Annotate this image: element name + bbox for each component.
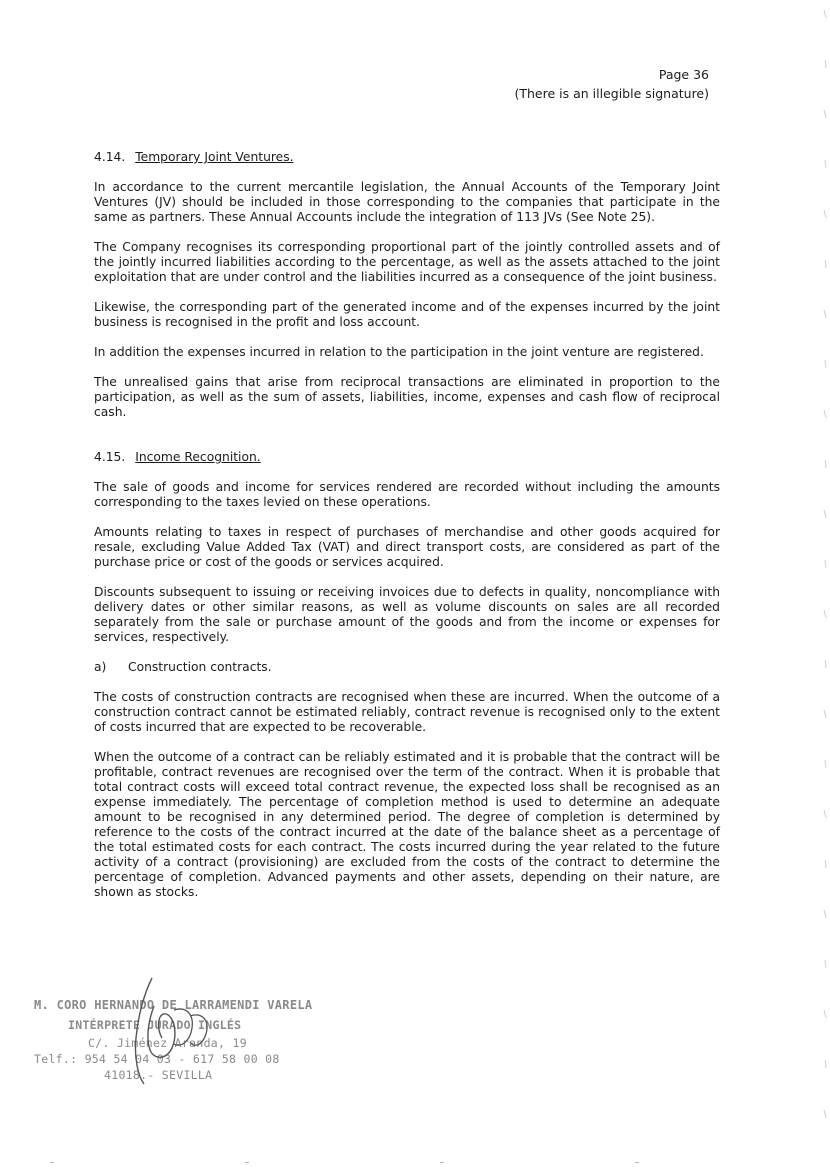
scan-bottom-artifacts — [0, 1160, 830, 1166]
stamp-name: M. CORO HERNANDO DE LARRAMENDI VARELA — [34, 998, 313, 1012]
paragraph: The costs of construction contracts are recognised when these are incurred. When the outcome of a construction contract cannot be estimated reliably, contract revenue is recognised only to the extent of costs incurred that are expected to be recoverable. — [94, 690, 720, 734]
stamp-city: 41018.- SEVILLA — [104, 1068, 213, 1082]
paragraph: The Company recognises its corresponding proportional part of the jointly controlled assets and of the jointly incurred liabilities according to the percentage, as well as the assets attached to the joint exploitation that are under control and the liabilities incurred as a consequence of the joint business. — [94, 240, 720, 284]
subsection-letter: a) — [94, 660, 107, 674]
paragraph: In addition the expenses incurred in relation to the participation in the joint venture are registered. — [94, 345, 704, 359]
page-number: Page 36 — [658, 67, 709, 82]
signature-note: (There is an illegible signature) — [514, 86, 709, 101]
section-heading-4-15 — [94, 450, 720, 465]
section-title: Temporary Joint Ventures. — [135, 150, 294, 164]
subsection-heading-a — [94, 660, 720, 675]
stamp-role: INTÉRPRETE JURADO INGLÉS — [68, 1018, 242, 1032]
paragraph: Likewise, the corresponding part of the generated income and of the expenses incurred by the joint business is recognised in the profit and loss account. — [94, 300, 720, 329]
translator-stamp — [34, 998, 313, 1088]
subsection-title: Construction contracts. — [128, 660, 272, 674]
page-header — [514, 65, 709, 103]
section-heading-4-14 — [94, 150, 720, 165]
paragraph: Amounts relating to taxes in respect of purchases of merchandise and other goods acquired for resale, excluding Value Added Tax (VAT) and direct transport costs, are considered as part of the purchase price or cost of the goods or services acquired. — [94, 525, 720, 569]
paragraph: Discounts subsequent to issuing or receiving invoices due to defects in quality, noncompliance with delivery dates or other similar reasons, as well as volume discounts on sales are all recorded separately from the sale or purchase amount of the goods and from the income or expenses for services, respectively. — [94, 585, 720, 644]
handwritten-signature — [94, 976, 234, 1086]
paragraph: The sale of goods and income for services rendered are recorded without including the amounts corresponding to the taxes levied on these operations. — [94, 480, 720, 509]
scan-edge-artifacts — [816, 0, 830, 1170]
paragraph: When the outcome of a contract can be reliably estimated and it is probable that the contract will be profitable, contract revenues are recognised over the term of the contract. When it is probable that total contract costs will exceed total contract revenue, the expected loss shall be recognised as an expense immediately. The percentage of completion method is used to determine an adequate amount to be recognised in any determined period. The degree of completion is determined by reference to the costs of the contract incurred at the date of the balance sheet as a percentage of the total estimated costs for each contract. The costs incurred during the year related to the future activity of a contract (provisioning) are excluded from the costs of the contract to determine the percentage of completion. Advanced payments and other assets, depending on their nature, are shown as stocks. — [94, 750, 720, 899]
section-title: Income Recognition. — [135, 450, 261, 464]
stamp-address: C/. Jiménez Aranda, 19 — [88, 1036, 247, 1050]
stamp-phone: Telf.: 954 54 04 03 - 617 58 00 08 — [34, 1052, 280, 1066]
document-body — [94, 150, 720, 915]
section-number: 4.15. — [94, 450, 126, 464]
paragraph: The unrealised gains that arise from reciprocal transactions are eliminated in proportion to the participation, as well as the sum of assets, liabilities, income, expenses and cash flow of reciprocal cash. — [94, 375, 720, 419]
paragraph: In accordance to the current mercantile legislation, the Annual Accounts of the Temporary Joint Ventures (JV) should be included in those corresponding to the companies that participate in the same as partners. These Annual Accounts include the integration of 113 JVs (See Note 25). — [94, 180, 720, 224]
section-number: 4.14. — [94, 150, 126, 164]
